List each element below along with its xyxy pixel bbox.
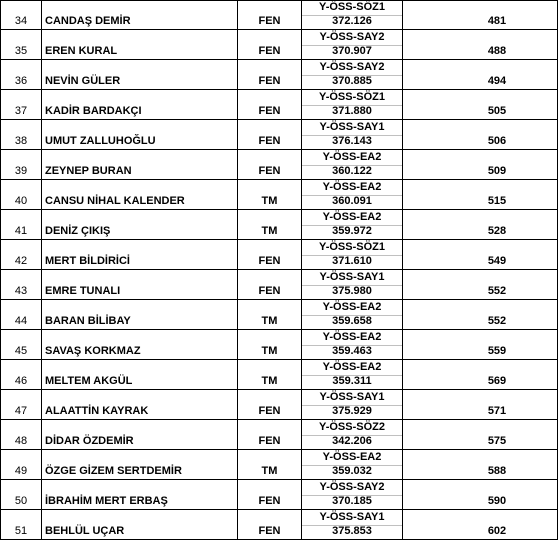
row-number-cell — [0, 210, 42, 240]
student-name-cell — [42, 390, 238, 420]
row-number-cell — [0, 270, 42, 300]
score-type: Y-ÖSS-EA2 — [302, 150, 402, 166]
rank-cell — [403, 510, 558, 540]
score-type: Y-ÖSS-SAY2 — [302, 60, 402, 76]
row-number-cell — [0, 240, 42, 270]
student-name-cell — [42, 510, 238, 540]
student-name-cell — [42, 360, 238, 390]
table-row — [0, 60, 560, 90]
rank-cell — [403, 210, 558, 240]
row-number-cell — [0, 90, 42, 120]
student-name-cell — [42, 450, 238, 480]
score-type: Y-ÖSS-EA2 — [302, 180, 402, 196]
row-number: 42 — [14, 255, 28, 267]
table-row — [0, 0, 560, 30]
row-number: 35 — [14, 45, 28, 57]
score-type: Y-ÖSS-SÖZ1 — [302, 90, 402, 106]
row-number-cell — [0, 0, 42, 30]
department-cell — [238, 360, 302, 390]
student-name: ÖZGE GİZEM SERTDEMİR — [45, 465, 182, 477]
score-value: 376.143 — [332, 135, 372, 147]
score-value: 370.885 — [332, 75, 372, 87]
score-value: 375.853 — [332, 525, 372, 537]
department-cell — [238, 30, 302, 60]
department-cell — [238, 480, 302, 510]
department-cell — [238, 120, 302, 150]
score-value: 370.907 — [332, 45, 372, 57]
score-value: 371.880 — [332, 105, 372, 117]
score-type: Y-ÖSS-EA2 — [302, 330, 402, 346]
row-number-cell — [0, 450, 42, 480]
department: FEN — [258, 45, 281, 57]
score-cell — [302, 390, 403, 420]
row-number: 44 — [14, 315, 28, 327]
row-number-cell — [0, 150, 42, 180]
student-name-cell — [42, 210, 238, 240]
student-name-cell — [42, 150, 238, 180]
rank-cell — [403, 120, 558, 150]
table-row — [0, 300, 560, 330]
student-name: DİDAR ÖZDEMİR — [45, 435, 134, 447]
score-type: Y-ÖSS-SÖZ1 — [302, 240, 402, 256]
table-row — [0, 210, 560, 240]
department: FEN — [258, 285, 281, 297]
score-cell — [302, 270, 403, 300]
score-type: Y-ÖSS-SAY1 — [302, 390, 402, 406]
rank-value: 602 — [487, 525, 507, 537]
rank-cell — [403, 180, 558, 210]
score-type: Y-ÖSS-EA2 — [302, 210, 402, 226]
student-name-cell — [42, 120, 238, 150]
rank-value: 590 — [487, 495, 507, 507]
student-name-cell — [42, 270, 238, 300]
row-number-cell — [0, 480, 42, 510]
rank-cell — [403, 60, 558, 90]
table-row — [0, 120, 560, 150]
rank-cell — [403, 0, 558, 30]
department: TM — [261, 315, 278, 327]
table-row — [0, 240, 560, 270]
score-cell — [302, 210, 403, 240]
table-row — [0, 330, 560, 360]
score-cell — [302, 450, 403, 480]
rank-cell — [403, 270, 558, 300]
student-name-cell — [42, 480, 238, 510]
student-name-cell — [42, 420, 238, 450]
row-number: 45 — [14, 345, 28, 357]
student-name: BEHLÜL UÇAR — [45, 525, 125, 537]
rank-value: 488 — [487, 45, 507, 57]
row-number-cell — [0, 390, 42, 420]
rank-value: 552 — [487, 285, 507, 297]
row-number: 43 — [14, 285, 28, 297]
score-cell — [302, 480, 403, 510]
rank-value: 559 — [487, 345, 507, 357]
score-cell — [302, 150, 403, 180]
department-cell — [238, 510, 302, 540]
department-cell — [238, 240, 302, 270]
table-row — [0, 180, 560, 210]
student-name: CANSU NİHAL KALENDER — [45, 195, 185, 207]
score-cell — [302, 360, 403, 390]
score-cell — [302, 0, 403, 30]
score-value: 342.206 — [332, 435, 372, 447]
table-row — [0, 270, 560, 300]
row-number-cell — [0, 120, 42, 150]
row-number-cell — [0, 30, 42, 60]
score-type: Y-ÖSS-EA2 — [302, 300, 402, 316]
row-number: 51 — [14, 525, 28, 537]
student-name-cell — [42, 0, 238, 30]
student-name-cell — [42, 180, 238, 210]
rank-cell — [403, 330, 558, 360]
table-row — [0, 360, 560, 390]
row-number: 36 — [14, 75, 28, 87]
rank-value: 515 — [487, 195, 507, 207]
department-cell — [238, 420, 302, 450]
department: TM — [261, 225, 278, 237]
student-name: İBRAHİM MERT ERBAŞ — [45, 495, 168, 507]
score-value: 359.032 — [332, 465, 372, 477]
student-name-cell — [42, 60, 238, 90]
rank-value: 505 — [487, 105, 507, 117]
row-number-cell — [0, 60, 42, 90]
score-cell — [302, 420, 403, 450]
student-name: DENİZ ÇIKIŞ — [45, 225, 111, 237]
department-cell — [238, 270, 302, 300]
department-cell — [238, 0, 302, 30]
rank-cell — [403, 450, 558, 480]
student-name: BARAN BİLİBAY — [45, 315, 131, 327]
row-number: 34 — [14, 15, 28, 27]
table-row — [0, 450, 560, 480]
rank-value: 588 — [487, 465, 507, 477]
score-cell — [302, 180, 403, 210]
department-cell — [238, 180, 302, 210]
score-cell — [302, 90, 403, 120]
row-number: 37 — [14, 105, 28, 117]
score-type: Y-ÖSS-SAY2 — [302, 480, 402, 496]
rank-value: 509 — [487, 165, 507, 177]
table-row — [0, 150, 560, 180]
score-cell — [302, 300, 403, 330]
department: TM — [261, 345, 278, 357]
department: TM — [261, 375, 278, 387]
table-row — [0, 510, 560, 540]
score-value: 359.658 — [332, 315, 372, 327]
department: FEN — [258, 15, 281, 27]
student-name: NEVİN GÜLER — [45, 75, 121, 87]
row-number: 38 — [14, 135, 28, 147]
rank-value: 528 — [487, 225, 507, 237]
rank-value: 569 — [487, 375, 507, 387]
row-number-cell — [0, 330, 42, 360]
score-type: Y-ÖSS-SAY1 — [302, 120, 402, 136]
rank-cell — [403, 30, 558, 60]
department-cell — [238, 60, 302, 90]
row-number: 46 — [14, 375, 28, 387]
row-number: 39 — [14, 165, 28, 177]
rank-cell — [403, 300, 558, 330]
score-cell — [302, 330, 403, 360]
row-number: 48 — [14, 435, 28, 447]
department: FEN — [258, 135, 281, 147]
table-row — [0, 480, 560, 510]
score-type: Y-ÖSS-SAY1 — [302, 270, 402, 286]
rank-cell — [403, 420, 558, 450]
row-number-cell — [0, 360, 42, 390]
rank-value: 571 — [487, 405, 507, 417]
rank-value: 575 — [487, 435, 507, 447]
score-value: 360.091 — [332, 195, 372, 207]
row-number: 41 — [14, 225, 28, 237]
rank-cell — [403, 150, 558, 180]
row-number-cell — [0, 300, 42, 330]
department-cell — [238, 210, 302, 240]
student-name: EMRE TUNALI — [45, 285, 121, 297]
row-number-cell — [0, 180, 42, 210]
rank-value: 549 — [487, 255, 507, 267]
rank-value: 494 — [487, 75, 507, 87]
department: FEN — [258, 405, 281, 417]
table-row — [0, 390, 560, 420]
rank-cell — [403, 360, 558, 390]
score-cell — [302, 30, 403, 60]
row-number: 47 — [14, 405, 28, 417]
row-number: 49 — [14, 465, 28, 477]
row-number-cell — [0, 510, 42, 540]
student-name-cell — [42, 300, 238, 330]
student-name-cell — [42, 30, 238, 60]
score-cell — [302, 60, 403, 90]
score-value: 359.311 — [332, 375, 372, 387]
table-row — [0, 30, 560, 60]
score-value: 359.972 — [332, 225, 372, 237]
rank-cell — [403, 240, 558, 270]
department-cell — [238, 450, 302, 480]
department-cell — [238, 90, 302, 120]
rank-value: 481 — [487, 15, 507, 27]
score-type: Y-ÖSS-SÖZ2 — [302, 420, 402, 436]
row-number: 40 — [14, 195, 28, 207]
score-cell — [302, 120, 403, 150]
department-cell — [238, 150, 302, 180]
score-cell — [302, 510, 403, 540]
student-name-cell — [42, 240, 238, 270]
table-row — [0, 90, 560, 120]
row-number: 50 — [14, 495, 28, 507]
student-name-cell — [42, 90, 238, 120]
student-name: UMUT ZALLUHOĞLU — [45, 135, 156, 147]
student-name: ALAATTİN KAYRAK — [45, 405, 149, 417]
department: TM — [261, 195, 278, 207]
student-name: SAVAŞ KORKMAZ — [45, 345, 141, 357]
student-name: MELTEM AKGÜL — [45, 375, 133, 387]
student-name: MERT BİLDİRİCİ — [45, 255, 130, 267]
score-value: 372.126 — [332, 15, 372, 27]
department-cell — [238, 330, 302, 360]
score-value: 375.980 — [332, 285, 372, 297]
student-name: CANDAŞ DEMİR — [45, 15, 131, 27]
table-row — [0, 420, 560, 450]
rank-cell — [403, 480, 558, 510]
score-type: Y-ÖSS-EA2 — [302, 360, 402, 376]
department: FEN — [258, 75, 281, 87]
department-cell — [238, 390, 302, 420]
score-type: Y-ÖSS-SAY2 — [302, 30, 402, 46]
score-value: 370.185 — [332, 495, 372, 507]
department: FEN — [258, 435, 281, 447]
department: FEN — [258, 165, 281, 177]
department: FEN — [258, 105, 281, 117]
score-type: Y-ÖSS-EA2 — [302, 450, 402, 466]
score-value: 371.610 — [332, 255, 372, 267]
row-number-cell — [0, 420, 42, 450]
score-type: Y-ÖSS-SÖZ1 — [302, 0, 402, 16]
rank-value: 506 — [487, 135, 507, 147]
score-value: 359.463 — [332, 345, 372, 357]
department: FEN — [258, 525, 281, 537]
score-value: 360.122 — [332, 165, 372, 177]
rank-value: 552 — [487, 315, 507, 327]
department: TM — [261, 465, 278, 477]
student-name: EREN KURAL — [45, 45, 118, 57]
student-name: ZEYNEP BURAN — [45, 165, 132, 177]
department-cell — [238, 300, 302, 330]
student-name-cell — [42, 330, 238, 360]
score-cell — [302, 240, 403, 270]
score-type: Y-ÖSS-SAY1 — [302, 510, 402, 526]
score-value: 375.929 — [332, 405, 372, 417]
department: FEN — [258, 255, 281, 267]
department: FEN — [258, 495, 281, 507]
rank-cell — [403, 90, 558, 120]
rank-cell — [403, 390, 558, 420]
student-name: KADİR BARDAKÇI — [45, 105, 142, 117]
